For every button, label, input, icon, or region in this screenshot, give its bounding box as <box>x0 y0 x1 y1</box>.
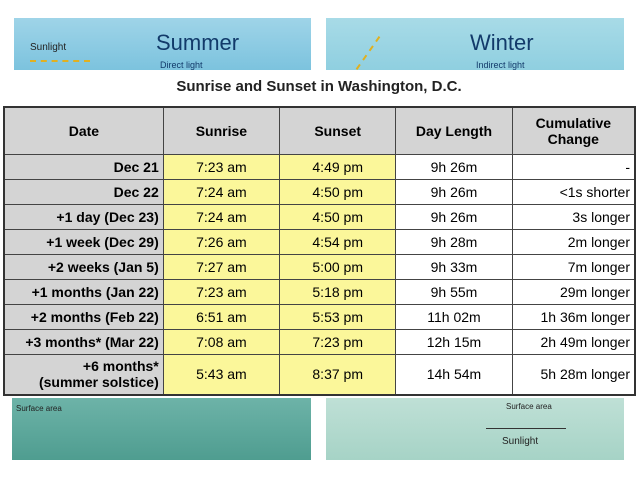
row-date: +1 week (Dec 29) <box>4 230 163 255</box>
page-title: Sunrise and Sunset in Washington, D.C. <box>176 78 462 95</box>
row-sunset: 5:53 pm <box>280 305 396 330</box>
row-change: <1s shorter <box>512 180 635 205</box>
row-sunrise: 7:24 am <box>163 180 279 205</box>
table-row <box>4 205 635 230</box>
row-sunrise: 6:51 am <box>163 305 279 330</box>
winter-sun-ray <box>356 36 381 70</box>
table-row <box>4 280 635 305</box>
summer-diagram-bottom <box>12 398 311 460</box>
winter-arrow <box>486 428 566 429</box>
summer-surface-label: Surface area <box>16 404 62 413</box>
table-row <box>4 255 635 280</box>
header-cumulative-change: Cumulative Change <box>512 107 635 155</box>
row-date: +3 months* (Mar 22) <box>4 330 163 355</box>
winter-subtitle: Indirect light <box>476 60 525 70</box>
row-day-length: 9h 33m <box>396 255 512 280</box>
row-change: 2h 49m longer <box>512 330 635 355</box>
header-sunrise: Sunrise <box>163 107 279 155</box>
row-sunset: 4:50 pm <box>280 180 396 205</box>
row-change: 5h 28m longer <box>512 355 635 395</box>
row-change: 1h 36m longer <box>512 305 635 330</box>
row-sunrise: 7:24 am <box>163 205 279 230</box>
row-sunrise: 7:23 am <box>163 280 279 305</box>
row-date: +2 weeks (Jan 5) <box>4 255 163 280</box>
row-day-length: 9h 26m <box>396 155 512 180</box>
row-day-length: 11h 02m <box>396 305 512 330</box>
table-row <box>4 330 635 355</box>
sunrise-sunset-table <box>3 106 636 396</box>
winter-surface-label: Surface area <box>506 402 552 411</box>
row-day-length: 9h 26m <box>396 180 512 205</box>
row-date <box>4 355 163 395</box>
row-sunrise: 7:23 am <box>163 155 279 180</box>
row-sunset: 5:18 pm <box>280 280 396 305</box>
row-change: 29m longer <box>512 280 635 305</box>
row-change: 7m longer <box>512 255 635 280</box>
row-date: +1 months (Jan 22) <box>4 280 163 305</box>
header-date: Date <box>4 107 163 155</box>
row-date-line1: +6 months* <box>82 358 159 375</box>
row-change: 3s longer <box>512 205 635 230</box>
row-date: Dec 21 <box>4 155 163 180</box>
summer-diagram-top <box>14 18 311 70</box>
row-date: Dec 22 <box>4 180 163 205</box>
winter-sunlight-label: Sunlight <box>502 436 539 447</box>
table-row <box>4 230 635 255</box>
summer-title: Summer <box>156 30 240 55</box>
table-row <box>4 180 635 205</box>
winter-title: Winter <box>470 30 534 55</box>
row-day-length: 9h 55m <box>396 280 512 305</box>
summer-sunlight-label: Sunlight <box>30 42 67 53</box>
row-day-length: 12h 15m <box>396 330 512 355</box>
row-day-length: 9h 26m <box>396 205 512 230</box>
row-sunrise: 7:27 am <box>163 255 279 280</box>
summer-sun-ray <box>30 60 90 62</box>
row-day-length: 14h 54m <box>396 355 512 395</box>
row-sunrise: 7:26 am <box>163 230 279 255</box>
row-sunset: 8:37 pm <box>280 355 396 395</box>
winter-diagram-bottom <box>326 398 624 460</box>
row-day-length: 9h 28m <box>396 230 512 255</box>
row-change: - <box>512 155 635 180</box>
row-sunset: 5:00 pm <box>280 255 396 280</box>
row-date: +2 months (Feb 22) <box>4 305 163 330</box>
row-sunset: 4:54 pm <box>280 230 396 255</box>
row-sunrise: 7:08 am <box>163 330 279 355</box>
row-sunset: 4:50 pm <box>280 205 396 230</box>
row-change: 2m longer <box>512 230 635 255</box>
header-day-length: Day Length <box>396 107 512 155</box>
row-date-line2: (summer solstice) <box>38 374 159 391</box>
header-sunset: Sunset <box>280 107 396 155</box>
winter-diagram-top <box>326 18 624 70</box>
row-sunset: 4:49 pm <box>280 155 396 180</box>
table-row <box>4 155 635 180</box>
summer-subtitle: Direct light <box>160 60 203 70</box>
table-row <box>4 305 635 330</box>
row-sunset: 7:23 pm <box>280 330 396 355</box>
row-date: +1 day (Dec 23) <box>4 205 163 230</box>
table-row <box>4 355 635 395</box>
table-header-row <box>4 107 635 155</box>
row-sunrise: 5:43 am <box>163 355 279 395</box>
